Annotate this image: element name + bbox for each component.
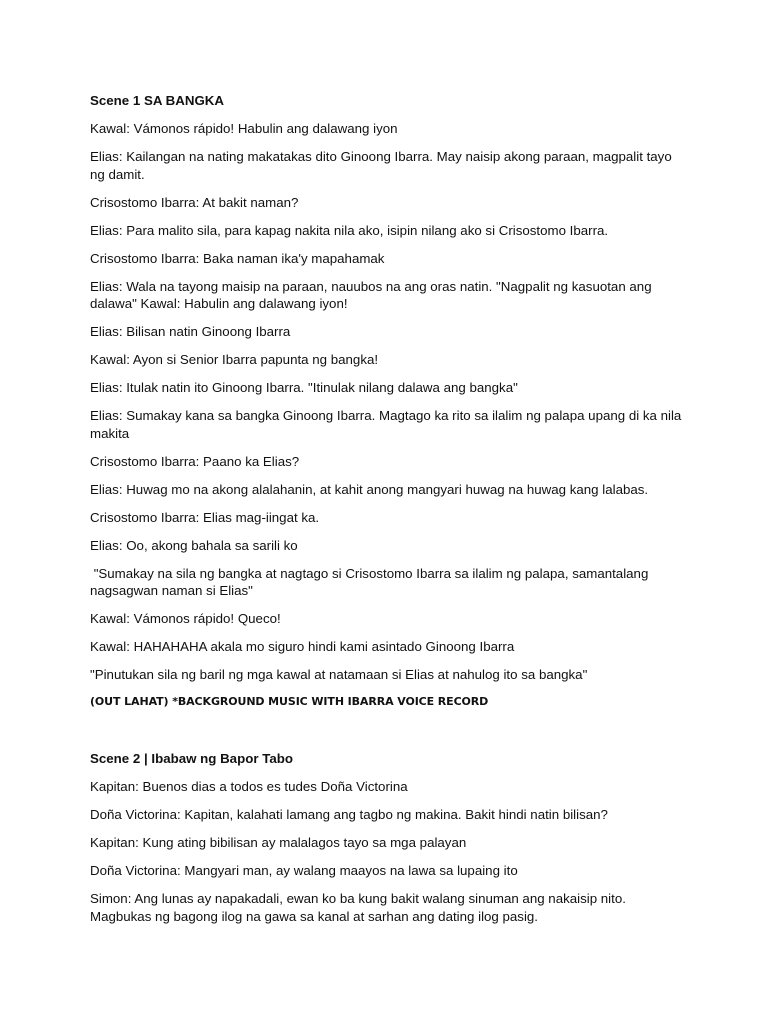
scene-1-closing-direction: (OUT LAHAT) *BACKGROUND MUSIC WITH IBARRA VOICE RECORD xyxy=(90,695,489,708)
dialogue-line: Elias: Para malito sila, para kapag nakita nila ako, isipin nilang ako si Crisostomo Ibarra. xyxy=(90,222,609,238)
dialogue-line: Elias: Kailangan na nating makatakas dito Ginoong Ibarra. May naisip akong paraan, magpalit tayo ng damit. xyxy=(90,149,672,182)
dialogue-line: Crisostomo Ibarra: At bakit naman? xyxy=(90,194,299,210)
dialogue-line: Crisostomo Ibarra: Elias mag-iingat ka. xyxy=(90,509,320,525)
stage-direction-line: "Sumakay na sila ng bangka at nagtago si Crisostomo Ibarra sa ilalim ng palapa, samantalang nagsagwan naman si Elias" xyxy=(90,565,653,598)
dialogue-line: Kapitan: Kung ating bibilisan ay malalagos tayo sa mga palayan xyxy=(90,835,467,850)
dialogue-line: Elias: Wala na tayong maisip na paraan, nauubos na ang oras natin. "Nagpalit ng kasuotan ang dalawa" Kawal: Habulin ang dalawang iyon! xyxy=(90,278,652,311)
dialogue-line: Kapitan: Buenos dias a todos es tudes Doña Victorina xyxy=(90,779,408,794)
dialogue-line: Elias: Sumakay kana sa bangka Ginoong Ibarra. Magtago ka rito sa ilalim ng palapa upang di ka nila makita xyxy=(90,408,682,441)
dialogue-line: Kawal: Ayon si Senior Ibarra papunta ng bangka! xyxy=(90,352,379,367)
scene-divider-space xyxy=(90,720,690,750)
dialogue-line: Kawal: Vámonos rápido! Habulin ang dalawang iyon xyxy=(90,121,398,136)
stage-direction-line: "Pinutukan sila ng baril ng mga kawal at natamaan si Elias at nahulog ito sa bangka" xyxy=(90,667,588,682)
dialogue-line: Doña Victorina: Kapitan, kalahati lamang ang tagbo ng makina. Bakit hindi natin bilisan? xyxy=(90,807,608,822)
scene-1-title: Scene 1 SA BANGKA xyxy=(90,93,224,108)
dialogue-line: Elias: Bilisan natin Ginoong Ibarra xyxy=(90,324,291,339)
dialogue-line: Simon: Ang lunas ay napakadali, ewan ko ba kung bakit walang sinuman ang nakaisip nito. Magbukas ng bagong ilog na gawa sa kanal at sarhan ang dating ilog pasig. xyxy=(90,891,626,924)
dialogue-line: Elias: Itulak natin ito Ginoong Ibarra. "Itinulak nilang dalawa ang bangka" xyxy=(90,380,518,395)
dialogue-line: Crisostomo Ibarra: Baka naman ika'y mapahamak xyxy=(90,250,385,266)
dialogue-line: Kawal: Vámonos rápido! Queco! xyxy=(90,611,281,626)
dialogue-line: Doña Victorina: Mangyari man, ay walang maayos na lawa sa lupaing ito xyxy=(90,863,518,878)
dialogue-line: Elias: Huwag mo na akong alalahanin, at kahit anong mangyari huwag na huwag kang lalabas. xyxy=(90,481,649,497)
dialogue-line: Elias: Oo, akong bahala sa sarili ko xyxy=(90,537,298,553)
dialogue-line: Kawal: HAHAHAHA akala mo siguro hindi kami asintado Ginoong Ibarra xyxy=(90,639,515,654)
dialogue-line: Crisostomo Ibarra: Paano ka Elias? xyxy=(90,453,300,469)
scene-2-title: Scene 2 | Ibabaw ng Bapor Tabo xyxy=(90,751,293,766)
script-document xyxy=(90,92,690,936)
